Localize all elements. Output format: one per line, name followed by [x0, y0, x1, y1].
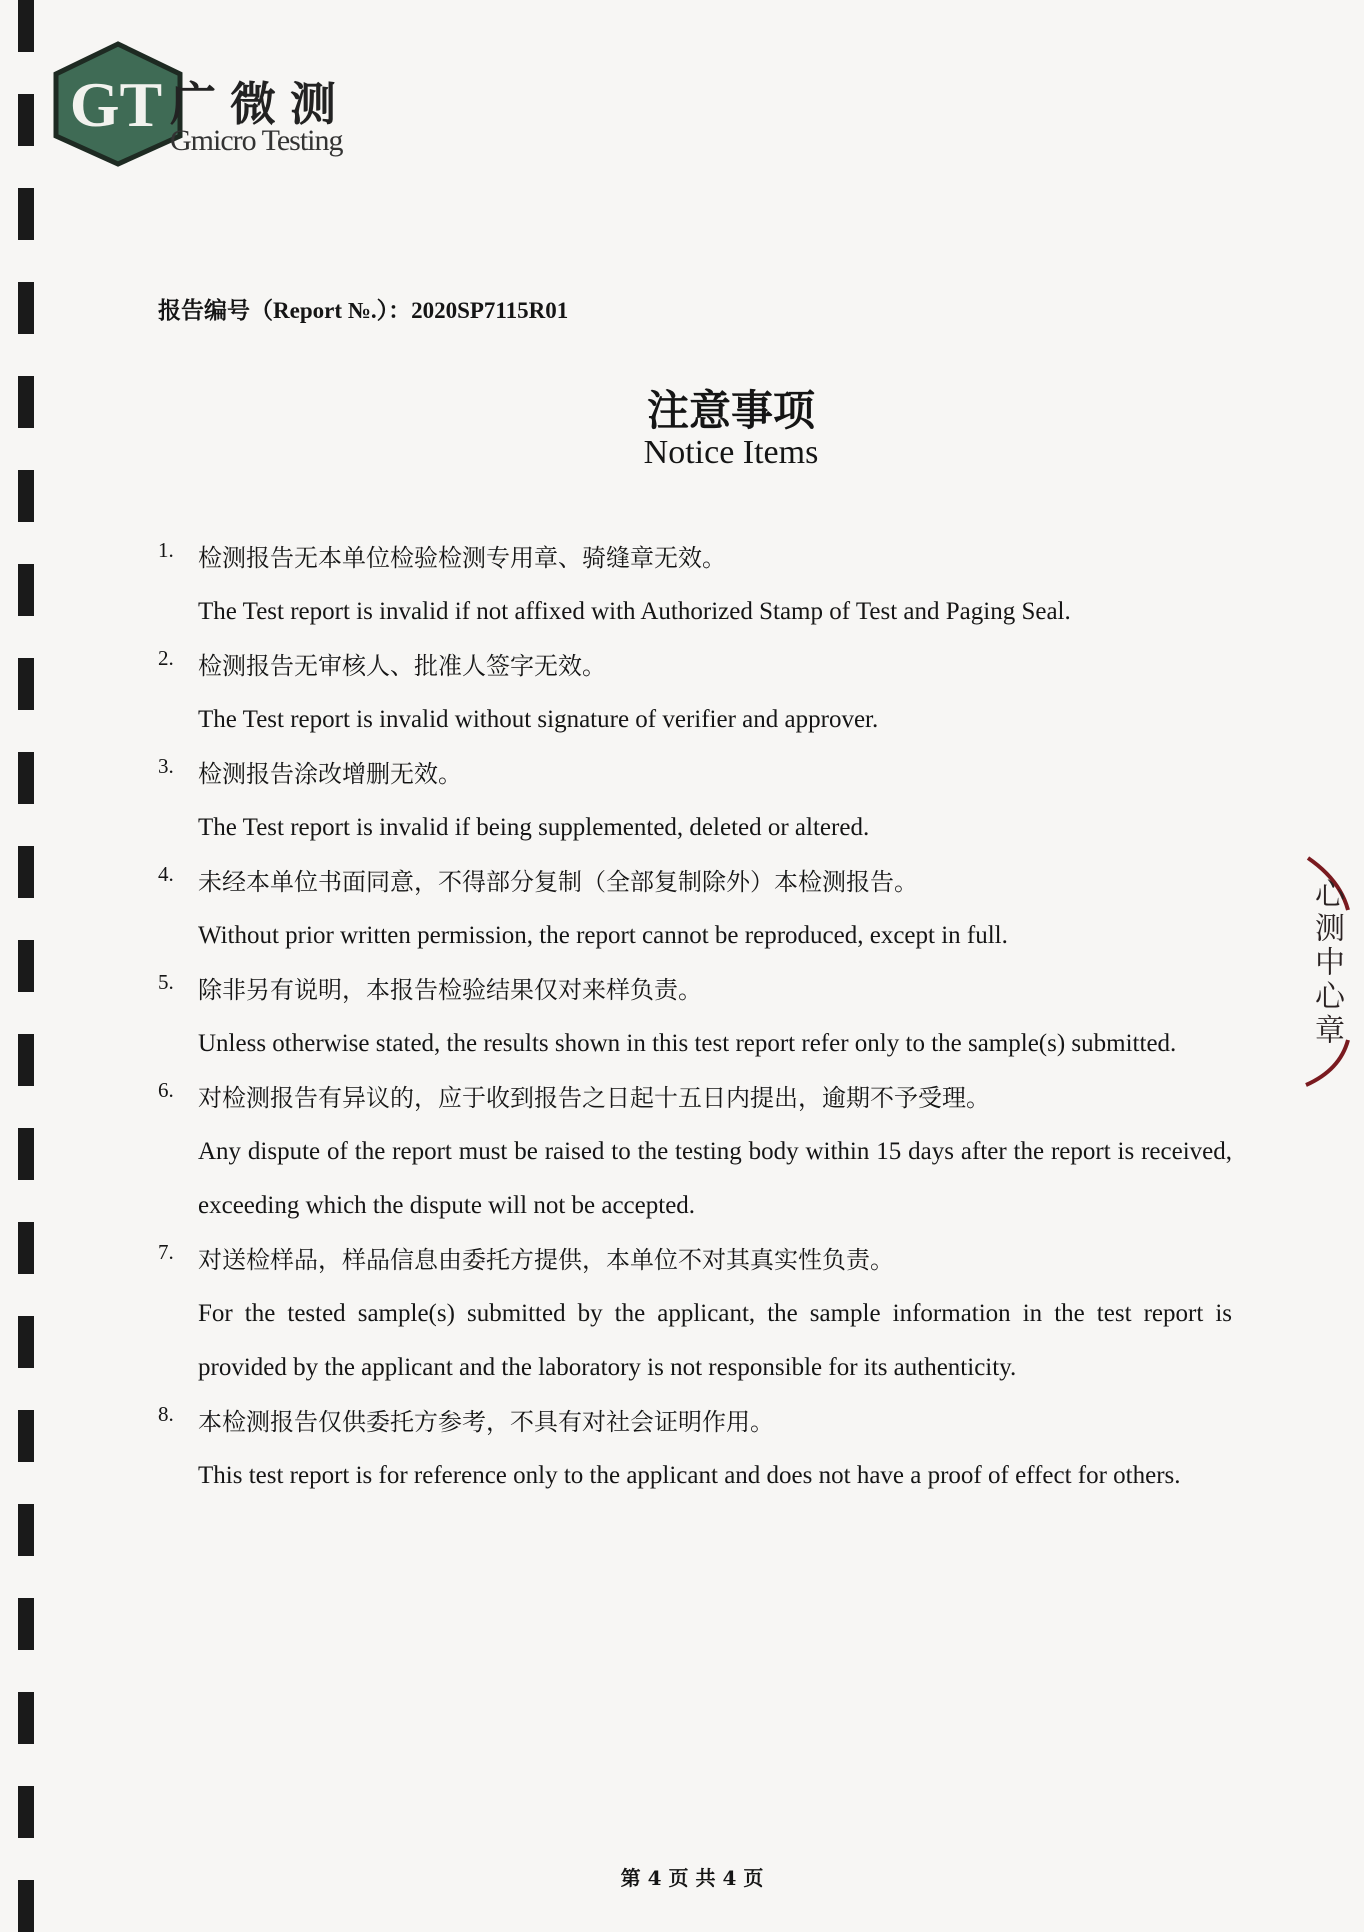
binding-hole-mark: [18, 1222, 34, 1274]
item-text-en: Any dispute of the report must be raised to the testing body within 15 days after the report is received, exceeding which the dispute will not be accepted.: [198, 1138, 1232, 1219]
item-number: 4.: [158, 862, 174, 886]
binding-hole-mark: [18, 1504, 34, 1556]
stamp-text: ⼼测中心章: [1309, 878, 1344, 1048]
item-number: 3.: [158, 754, 174, 778]
item-text-en: The Test report is invalid if not affixed with Authorized Stamp of Test and Paging Seal.: [198, 598, 1071, 625]
page-title-en: Notice Items: [643, 434, 819, 471]
item-text-cn: 未经本单位书面同意，不得部分复制（全部复制除外）本检测报告。: [198, 868, 918, 896]
item-number: 8.: [158, 1402, 174, 1426]
brand-name-cn: 广微测: [170, 77, 350, 131]
item-number: 7.: [158, 1240, 174, 1264]
item-text-en: Unless otherwise stated, the results shown in this test report refer only to the sample(s) submitted.: [198, 1030, 1177, 1057]
binding-hole-mark: [18, 94, 34, 146]
report-number: 报告编号（Report №.）：2020SP7115R01: [158, 298, 569, 323]
binding-hole-mark: [18, 940, 34, 992]
notice-item: [158, 1395, 1232, 1503]
binding-hole-mark: [18, 1598, 34, 1650]
item-number: 6.: [158, 1078, 174, 1102]
svg-text:GT: GT: [69, 69, 163, 140]
notice-item: [158, 639, 1232, 747]
binding-hole-mark: [18, 0, 34, 52]
notice-item: [158, 531, 1232, 639]
item-text-en: Without prior written permission, the report cannot be reproduced, except in full.: [198, 922, 1008, 949]
notice-item: [158, 747, 1232, 855]
item-text-cn: 检测报告无审核人、批准人签字无效。: [198, 652, 606, 680]
binding-hole-mark: [18, 188, 34, 240]
gmicro-logo: [48, 40, 188, 168]
item-text-cn: 检测报告涂改增删无效。: [198, 760, 462, 788]
item-text-cn: 对送检样品，样品信息由委托方提供，本单位不对其真实性负责。: [198, 1246, 894, 1274]
binding-hole-mark: [18, 1692, 34, 1744]
item-text-cn: 除非另有说明，本报告检验结果仅对来样负责。: [198, 976, 702, 1004]
item-number: 1.: [158, 538, 174, 562]
binding-hole-mark: [18, 658, 34, 710]
item-text-cn: 对检测报告有异议的，应于收到报告之日起十五日内提出，逾期不予受理。: [198, 1084, 990, 1112]
notice-item: [158, 1071, 1232, 1233]
binding-hole-mark: [18, 1786, 34, 1838]
paging-seal-stamp: [1300, 850, 1356, 1090]
binding-hole-mark: [18, 752, 34, 804]
page-number: 第 4 页 共 4 页: [620, 1866, 764, 1890]
notice-item: [158, 963, 1232, 1071]
brand-name-en: Gmicro Testing: [170, 124, 343, 157]
notice-list: [158, 531, 1232, 1503]
item-text-en: The Test report is invalid without signature of verifier and approver.: [198, 706, 879, 733]
binding-hole-mark: [18, 1128, 34, 1180]
binding-hole-mark: [18, 1410, 34, 1462]
binding-hole-mark: [18, 1034, 34, 1086]
item-number: 2.: [158, 646, 174, 670]
item-text-cn: 检测报告无本单位检验检测专用章、骑缝章无效。: [198, 544, 726, 572]
notice-item: [158, 1233, 1232, 1395]
item-text-en: This test report is for reference only to the applicant and does not have a proof of effect for others.: [198, 1462, 1181, 1489]
notice-item: [158, 855, 1232, 963]
binding-hole-mark: [18, 470, 34, 522]
binding-hole-mark: [18, 846, 34, 898]
binding-hole-mark: [18, 1316, 34, 1368]
item-text-en: The Test report is invalid if being supplemented, deleted or altered.: [198, 814, 870, 841]
binding-hole-mark: [18, 564, 34, 616]
item-number: 5.: [158, 970, 174, 994]
item-text-en: For the tested sample(s) submitted by the applicant, the sample information in the test report is provided by the applicant and the laboratory is not responsible for its authenticity.: [198, 1300, 1232, 1381]
page-title-cn: 注意事项: [646, 386, 815, 435]
item-text-cn: 本检测报告仅供委托方参考，不具有对社会证明作用。: [198, 1408, 774, 1436]
binding-hole-mark: [18, 282, 34, 334]
